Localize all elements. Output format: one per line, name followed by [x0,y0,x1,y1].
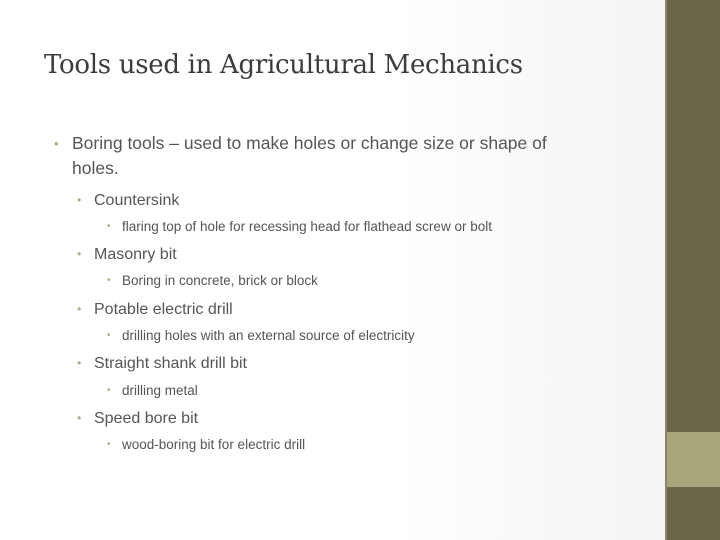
list-item-text: holes. [72,158,119,178]
list-item-text: Speed bore bit [94,410,199,427]
bullet-icon: • [77,193,82,207]
list-item [54,132,547,155]
list-item [107,382,198,400]
list-item-text: drilling metal [122,383,198,398]
bullet-icon: • [107,221,111,232]
list-item [107,272,318,290]
side-bar-edge-line [665,0,667,540]
bullet-icon: • [107,385,111,396]
decorative-side-bar [665,0,720,540]
bullet-icon: • [107,275,111,286]
bullet-icon: • [54,136,59,151]
bullet-icon: • [77,356,82,370]
bullet-icon: • [77,302,82,316]
list-item [77,299,233,320]
side-bar-top-band [665,0,720,432]
slide-title: Tools used in Agricultural Mechanics [44,50,523,80]
bullet-icon: • [107,330,111,341]
list-item-text: Countersink [94,192,180,209]
list-item-text: drilling holes with an external source of electricity [122,328,415,343]
list-item-text: Potable electric drill [94,301,233,318]
list-item [107,218,492,236]
list-item-text: Straight shank drill bit [94,355,247,372]
list-item-text: Masonry bit [94,246,177,263]
list-item [77,408,199,429]
bullet-icon: • [77,411,82,425]
list-item-text: Boring tools – used to make holes or change size or shape of [72,133,547,153]
list-item-text: Boring in concrete, brick or block [122,273,318,288]
list-item [77,190,180,211]
side-bar-accent-band [665,432,720,487]
list-item [77,353,247,374]
list-item-text: flaring top of hole for recessing head for flathead screw or bolt [122,219,492,234]
list-item [107,436,306,454]
list-item-continuation [72,157,119,180]
bullet-icon: • [107,439,111,450]
list-item [107,327,415,345]
list-item-text: wood-boring bit for electric drill [122,437,306,452]
bullet-icon: • [77,247,82,261]
side-bar-bottom-band [665,487,720,540]
list-item [77,244,177,265]
